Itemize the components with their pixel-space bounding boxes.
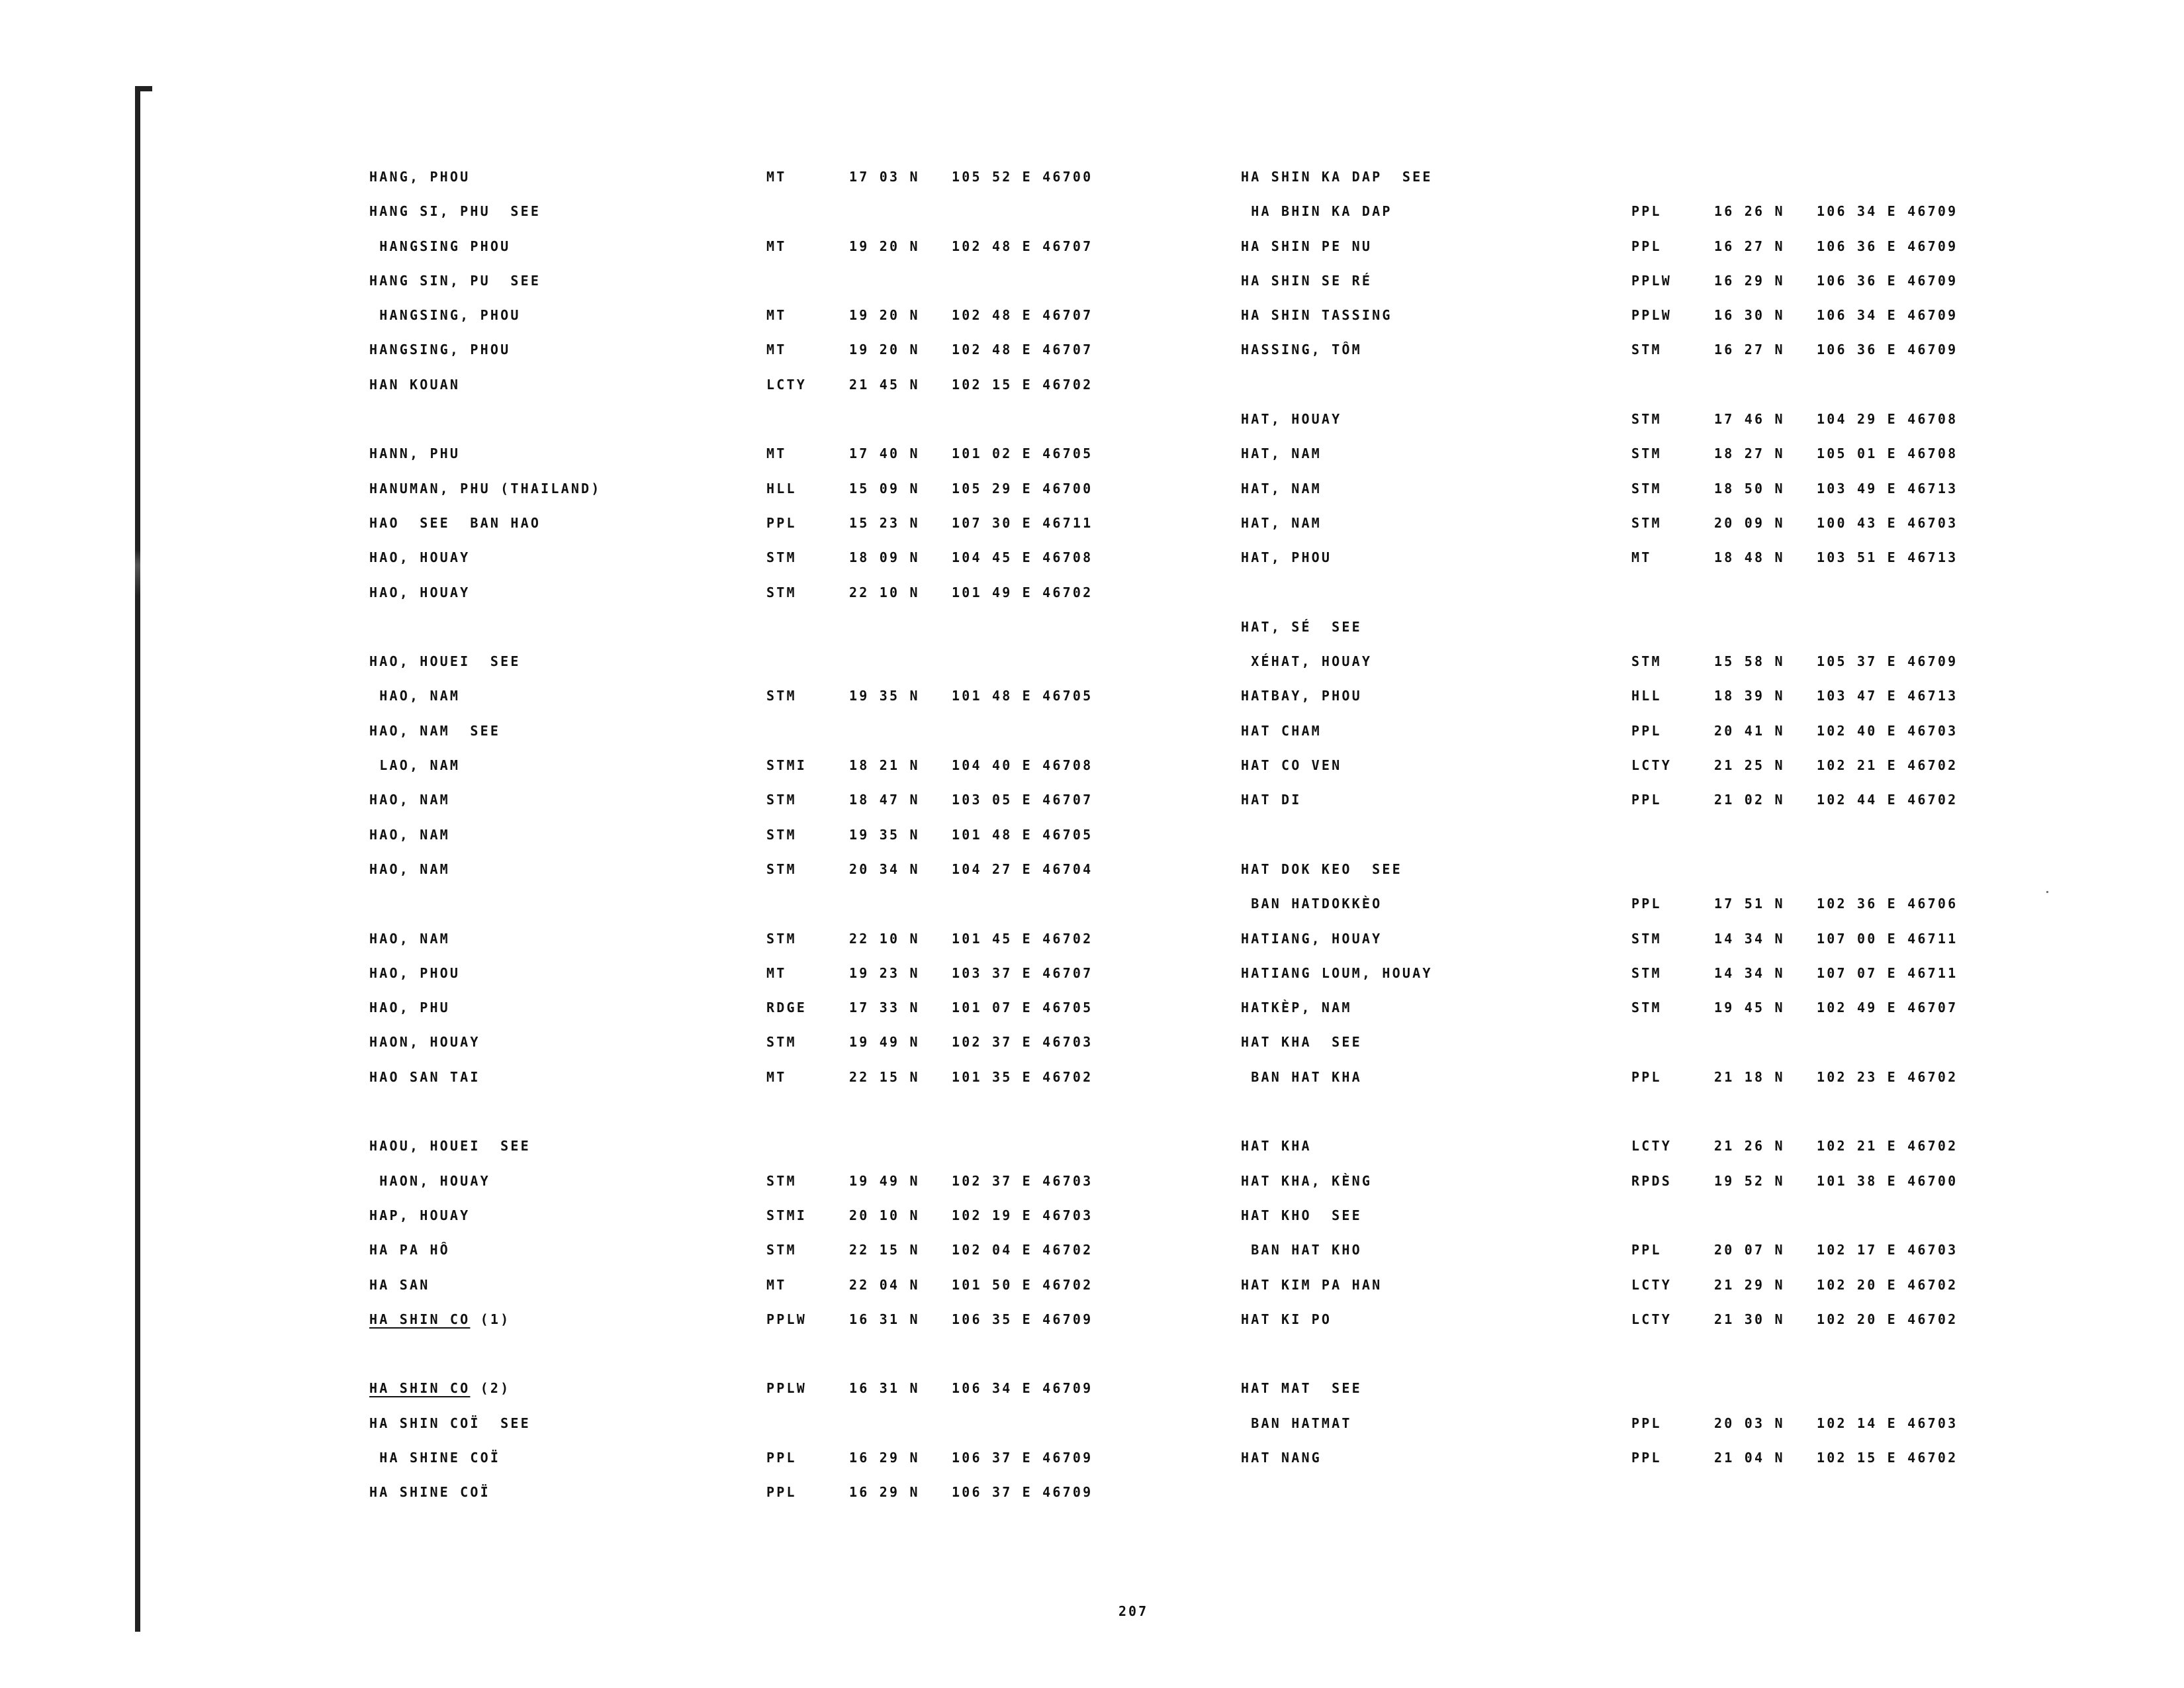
place-name: HANGSING, PHOU — [369, 342, 511, 358]
feature-type: MT — [766, 307, 787, 324]
place-name: HANG SI, PHU SEE — [369, 203, 541, 220]
longitude-and-sheet: 102 36 E 46706 — [1817, 896, 1958, 912]
latitude: 18 09 N — [849, 549, 920, 566]
feature-type: STM — [1631, 411, 1662, 428]
latitude: 22 10 N — [849, 584, 920, 600]
place-name: HANGSING, PHOU — [369, 307, 521, 324]
longitude-and-sheet: 102 15 E 46702 — [952, 376, 1093, 393]
feature-type: STM — [1631, 964, 1662, 981]
longitude-and-sheet: 104 40 E 46708 — [952, 757, 1093, 774]
latitude: 20 09 N — [1714, 514, 1785, 531]
latitude: 19 52 N — [1714, 1172, 1785, 1189]
longitude-and-sheet: 101 50 E 46702 — [952, 1276, 1093, 1293]
place-name: HAO, HOUAY — [369, 549, 471, 566]
feature-type: MT — [766, 238, 787, 254]
latitude: 16 29 N — [1714, 272, 1785, 289]
place-name: HAT DI — [1241, 792, 1302, 808]
scan-speck — [2046, 891, 2048, 893]
place-name: HAT, NAM — [1241, 480, 1322, 496]
longitude-and-sheet: 101 49 E 46702 — [952, 584, 1093, 600]
longitude-and-sheet: 106 37 E 46709 — [952, 1484, 1093, 1501]
longitude-and-sheet: 103 47 E 46713 — [1817, 688, 1958, 704]
latitude: 15 23 N — [849, 514, 920, 531]
latitude: 21 18 N — [1714, 1068, 1785, 1085]
place-name: HA SHIN CO (1) — [369, 1311, 511, 1327]
place-name: HATKÈP, NAM — [1241, 1000, 1352, 1016]
longitude-and-sheet: 104 45 E 46708 — [952, 549, 1093, 566]
longitude-and-sheet: 106 37 E 46709 — [952, 1449, 1093, 1466]
place-name: HA SHIN PE NU — [1241, 238, 1373, 254]
feature-type: PPL — [1631, 238, 1662, 254]
feature-type: STM — [766, 1242, 797, 1258]
longitude-and-sheet: 102 40 E 46703 — [1817, 722, 1958, 739]
feature-type: STM — [766, 861, 797, 877]
feature-type: STM — [1631, 653, 1662, 670]
place-name: HA SHINE COÏ — [369, 1484, 490, 1501]
latitude: 19 49 N — [849, 1172, 920, 1189]
place-name: HAO, NAM — [369, 861, 450, 877]
feature-type: STM — [766, 688, 797, 704]
place-name: HAT KHO SEE — [1241, 1207, 1362, 1223]
latitude: 21 29 N — [1714, 1276, 1785, 1293]
place-name: BAN HATDOKKÈO — [1241, 896, 1383, 912]
feature-type: MT — [766, 169, 787, 185]
feature-type: PPL — [1631, 722, 1662, 739]
place-name: HAT, NAM — [1241, 445, 1322, 462]
feature-type: PPLW — [1631, 307, 1672, 324]
place-name: HASSING, TÔM — [1241, 342, 1362, 358]
longitude-and-sheet: 102 23 E 46702 — [1817, 1068, 1958, 1085]
feature-type: PPL — [1631, 1242, 1662, 1258]
feature-type: STM — [1631, 930, 1662, 947]
feature-type: STMI — [766, 757, 807, 774]
latitude: 19 49 N — [849, 1034, 920, 1051]
latitude: 22 15 N — [849, 1068, 920, 1085]
place-name: HAT, SÉ SEE — [1241, 618, 1362, 635]
longitude-and-sheet: 102 48 E 46707 — [952, 307, 1093, 324]
longitude-and-sheet: 105 37 E 46709 — [1817, 653, 1958, 670]
longitude-and-sheet: 102 20 E 46702 — [1817, 1311, 1958, 1327]
longitude-and-sheet: 102 20 E 46702 — [1817, 1276, 1958, 1293]
feature-type: MT — [766, 1068, 787, 1085]
latitude: 20 34 N — [849, 861, 920, 877]
place-name: HAN KOUAN — [369, 376, 461, 393]
place-name: HA SAN — [369, 1276, 430, 1293]
place-name: HAO, PHU — [369, 1000, 450, 1016]
longitude-and-sheet: 106 35 E 46709 — [952, 1311, 1093, 1327]
feature-type: MT — [766, 1276, 787, 1293]
latitude: 21 25 N — [1714, 757, 1785, 774]
feature-type: STM — [1631, 342, 1662, 358]
feature-type: RDGE — [766, 1000, 807, 1016]
feature-type: PPL — [766, 1449, 797, 1466]
latitude: 22 15 N — [849, 1242, 920, 1258]
feature-type: STM — [1631, 514, 1662, 531]
place-name: HAO, NAM SEE — [369, 722, 501, 739]
place-name: HAOU, HOUEI SEE — [369, 1138, 531, 1154]
place-name: HAT CHAM — [1241, 722, 1322, 739]
longitude-and-sheet: 102 48 E 46707 — [952, 238, 1093, 254]
longitude-and-sheet: 105 29 E 46700 — [952, 480, 1093, 496]
feature-type: PPL — [1631, 1415, 1662, 1431]
longitude-and-sheet: 102 21 E 46702 — [1817, 757, 1958, 774]
place-name: HAT CO VEN — [1241, 757, 1342, 774]
longitude-and-sheet: 104 27 E 46704 — [952, 861, 1093, 877]
longitude-and-sheet: 102 48 E 46707 — [952, 342, 1093, 358]
latitude: 16 29 N — [849, 1484, 920, 1501]
place-name: HAO, NAM — [369, 688, 461, 704]
feature-type: LCTY — [766, 376, 807, 393]
feature-type: PPL — [1631, 1449, 1662, 1466]
place-name: HAT KIM PA HAN — [1241, 1276, 1383, 1293]
latitude: 19 23 N — [849, 964, 920, 981]
longitude-and-sheet: 102 49 E 46707 — [1817, 1000, 1958, 1016]
feature-type: STM — [766, 792, 797, 808]
latitude: 17 46 N — [1714, 411, 1785, 428]
longitude-and-sheet: 101 07 E 46705 — [952, 1000, 1093, 1016]
binding-edge — [135, 86, 140, 1632]
longitude-and-sheet: 102 37 E 46703 — [952, 1172, 1093, 1189]
place-name: HAO, PHOU — [369, 964, 461, 981]
latitude: 14 34 N — [1714, 930, 1785, 947]
feature-type: LCTY — [1631, 1276, 1672, 1293]
latitude: 16 31 N — [849, 1380, 920, 1397]
feature-type: STM — [766, 549, 797, 566]
place-name: BAN HAT KHA — [1241, 1068, 1362, 1085]
place-name: HAON, HOUAY — [369, 1034, 480, 1051]
latitude: 16 31 N — [849, 1311, 920, 1327]
place-name: HA SHIN TASSING — [1241, 307, 1392, 324]
latitude: 20 41 N — [1714, 722, 1785, 739]
longitude-and-sheet: 102 04 E 46702 — [952, 1242, 1093, 1258]
latitude: 16 26 N — [1714, 203, 1785, 220]
longitude-and-sheet: 101 48 E 46705 — [952, 826, 1093, 843]
latitude: 22 10 N — [849, 930, 920, 947]
feature-type: RPDS — [1631, 1172, 1672, 1189]
place-name: HA PA HÔ — [369, 1242, 450, 1258]
latitude: 20 03 N — [1714, 1415, 1785, 1431]
place-name: BAN HATMAT — [1241, 1415, 1352, 1431]
feature-type: HLL — [1631, 688, 1662, 704]
place-name: HAT, NAM — [1241, 514, 1322, 531]
latitude: 18 47 N — [849, 792, 920, 808]
longitude-and-sheet: 103 37 E 46707 — [952, 964, 1093, 981]
latitude: 17 40 N — [849, 445, 920, 462]
feature-type: STM — [1631, 480, 1662, 496]
place-name: HA SHINE COÏ — [369, 1449, 501, 1466]
latitude: 18 50 N — [1714, 480, 1785, 496]
place-name: HAO, HOUEI SEE — [369, 653, 521, 670]
place-name: HATIANG LOUM, HOUAY — [1241, 964, 1433, 981]
place-name: LAO, NAM — [369, 757, 461, 774]
feature-type: STM — [766, 826, 797, 843]
latitude: 15 58 N — [1714, 653, 1785, 670]
place-name: HA SHIN KA DAP SEE — [1241, 169, 1433, 185]
longitude-and-sheet: 102 17 E 46703 — [1817, 1242, 1958, 1258]
place-name: HATIANG, HOUAY — [1241, 930, 1383, 947]
latitude: 21 02 N — [1714, 792, 1785, 808]
place-name: HAT MAT SEE — [1241, 1380, 1362, 1397]
place-name: BAN HAT KHO — [1241, 1242, 1362, 1258]
feature-type: STM — [1631, 1000, 1662, 1016]
latitude: 17 51 N — [1714, 896, 1785, 912]
feature-type: HLL — [766, 480, 797, 496]
place-name: HA SHIN SE RÉ — [1241, 272, 1373, 289]
place-name: HANGSING PHOU — [369, 238, 511, 254]
longitude-and-sheet: 101 45 E 46702 — [952, 930, 1093, 947]
longitude-and-sheet: 105 52 E 46700 — [952, 169, 1093, 185]
latitude: 19 35 N — [849, 688, 920, 704]
longitude-and-sheet: 106 36 E 46709 — [1817, 238, 1958, 254]
feature-type: PPLW — [766, 1380, 807, 1397]
place-name: HAT KI PO — [1241, 1311, 1332, 1327]
longitude-and-sheet: 100 43 E 46703 — [1817, 514, 1958, 531]
feature-type: PPL — [766, 1484, 797, 1501]
latitude: 21 45 N — [849, 376, 920, 393]
feature-type: PPL — [1631, 792, 1662, 808]
place-name: HA SHIN CO (2) — [369, 1380, 511, 1397]
feature-type: MT — [1631, 549, 1652, 566]
place-name: HANUMAN, PHU (THAILAND) — [369, 480, 602, 496]
latitude: 15 09 N — [849, 480, 920, 496]
longitude-and-sheet: 106 36 E 46709 — [1817, 342, 1958, 358]
latitude: 16 29 N — [849, 1449, 920, 1466]
longitude-and-sheet: 102 19 E 46703 — [952, 1207, 1093, 1223]
latitude: 19 20 N — [849, 342, 920, 358]
longitude-and-sheet: 106 34 E 46709 — [1817, 307, 1958, 324]
latitude: 16 27 N — [1714, 342, 1785, 358]
longitude-and-sheet: 102 21 E 46702 — [1817, 1138, 1958, 1154]
place-name: HAT, PHOU — [1241, 549, 1332, 566]
latitude: 16 27 N — [1714, 238, 1785, 254]
feature-type: STM — [766, 584, 797, 600]
longitude-and-sheet: 102 37 E 46703 — [952, 1034, 1093, 1051]
longitude-and-sheet: 103 49 E 46713 — [1817, 480, 1958, 496]
place-name: HAT NANG — [1241, 1449, 1322, 1466]
place-name: HANN, PHU — [369, 445, 461, 462]
latitude: 17 33 N — [849, 1000, 920, 1016]
latitude: 19 35 N — [849, 826, 920, 843]
latitude: 22 04 N — [849, 1276, 920, 1293]
latitude: 18 27 N — [1714, 445, 1785, 462]
latitude: 20 10 N — [849, 1207, 920, 1223]
place-name: HAT KHA, KÈNG — [1241, 1172, 1373, 1189]
longitude-and-sheet: 101 02 E 46705 — [952, 445, 1093, 462]
longitude-and-sheet: 101 48 E 46705 — [952, 688, 1093, 704]
feature-type: STM — [766, 930, 797, 947]
longitude-and-sheet: 107 00 E 46711 — [1817, 930, 1958, 947]
place-name: HAO, NAM — [369, 792, 450, 808]
place-name: HAT KHA — [1241, 1138, 1312, 1154]
latitude: 20 07 N — [1714, 1242, 1785, 1258]
latitude: 16 30 N — [1714, 307, 1785, 324]
place-name: HAT DOK KEO SEE — [1241, 861, 1402, 877]
longitude-and-sheet: 104 29 E 46708 — [1817, 411, 1958, 428]
feature-type: PPLW — [1631, 272, 1672, 289]
place-name: HAO, NAM — [369, 826, 450, 843]
longitude-and-sheet: 107 30 E 46711 — [952, 514, 1093, 531]
feature-type: LCTY — [1631, 1138, 1672, 1154]
latitude: 21 30 N — [1714, 1311, 1785, 1327]
feature-type: PPL — [1631, 203, 1662, 220]
feature-type: LCTY — [1631, 1311, 1672, 1327]
latitude: 18 21 N — [849, 757, 920, 774]
latitude: 17 03 N — [849, 169, 920, 185]
feature-type: PPL — [1631, 1068, 1662, 1085]
feature-type: PPL — [766, 514, 797, 531]
feature-type: STM — [766, 1172, 797, 1189]
feature-type: MT — [766, 342, 787, 358]
place-name: HA BHIN KA DAP — [1241, 203, 1392, 220]
place-name: HANG SIN, PU SEE — [369, 272, 541, 289]
feature-type: LCTY — [1631, 757, 1672, 774]
place-name: HAO, HOUAY — [369, 584, 471, 600]
place-name: HAT, HOUAY — [1241, 411, 1342, 428]
latitude: 21 04 N — [1714, 1449, 1785, 1466]
place-name: HAO SAN TAI — [369, 1068, 480, 1085]
binding-hook — [135, 86, 152, 91]
longitude-and-sheet: 107 07 E 46711 — [1817, 964, 1958, 981]
place-name: XÉHAT, HOUAY — [1241, 653, 1373, 670]
latitude: 19 45 N — [1714, 1000, 1785, 1016]
feature-type: STM — [766, 1034, 797, 1051]
longitude-and-sheet: 106 34 E 46709 — [952, 1380, 1093, 1397]
place-name: HAO SEE BAN HAO — [369, 514, 541, 531]
latitude: 14 34 N — [1714, 964, 1785, 981]
longitude-and-sheet: 102 15 E 46702 — [1817, 1449, 1958, 1466]
latitude: 21 26 N — [1714, 1138, 1785, 1154]
longitude-and-sheet: 103 51 E 46713 — [1817, 549, 1958, 566]
page-number: 207 — [1118, 1603, 1149, 1619]
feature-type: MT — [766, 445, 787, 462]
place-name: HAT KHA SEE — [1241, 1034, 1362, 1051]
latitude: 19 20 N — [849, 307, 920, 324]
longitude-and-sheet: 102 14 E 46703 — [1817, 1415, 1958, 1431]
longitude-and-sheet: 101 35 E 46702 — [952, 1068, 1093, 1085]
longitude-and-sheet: 102 44 E 46702 — [1817, 792, 1958, 808]
place-name: HAP, HOUAY — [369, 1207, 471, 1223]
place-name: HAO, NAM — [369, 930, 450, 947]
longitude-and-sheet: 105 01 E 46708 — [1817, 445, 1958, 462]
feature-type: STM — [1631, 445, 1662, 462]
feature-type: PPL — [1631, 896, 1662, 912]
latitude: 18 48 N — [1714, 549, 1785, 566]
latitude: 18 39 N — [1714, 688, 1785, 704]
longitude-and-sheet: 106 34 E 46709 — [1817, 203, 1958, 220]
latitude: 19 20 N — [849, 238, 920, 254]
feature-type: STMI — [766, 1207, 807, 1223]
place-name: HANG, PHOU — [369, 169, 471, 185]
feature-type: PPLW — [766, 1311, 807, 1327]
place-name: HAON, HOUAY — [369, 1172, 490, 1189]
longitude-and-sheet: 106 36 E 46709 — [1817, 272, 1958, 289]
place-name: HATBAY, PHOU — [1241, 688, 1362, 704]
place-name: HA SHIN COÏ SEE — [369, 1415, 531, 1431]
longitude-and-sheet: 103 05 E 46707 — [952, 792, 1093, 808]
feature-type: MT — [766, 964, 787, 981]
longitude-and-sheet: 101 38 E 46700 — [1817, 1172, 1958, 1189]
